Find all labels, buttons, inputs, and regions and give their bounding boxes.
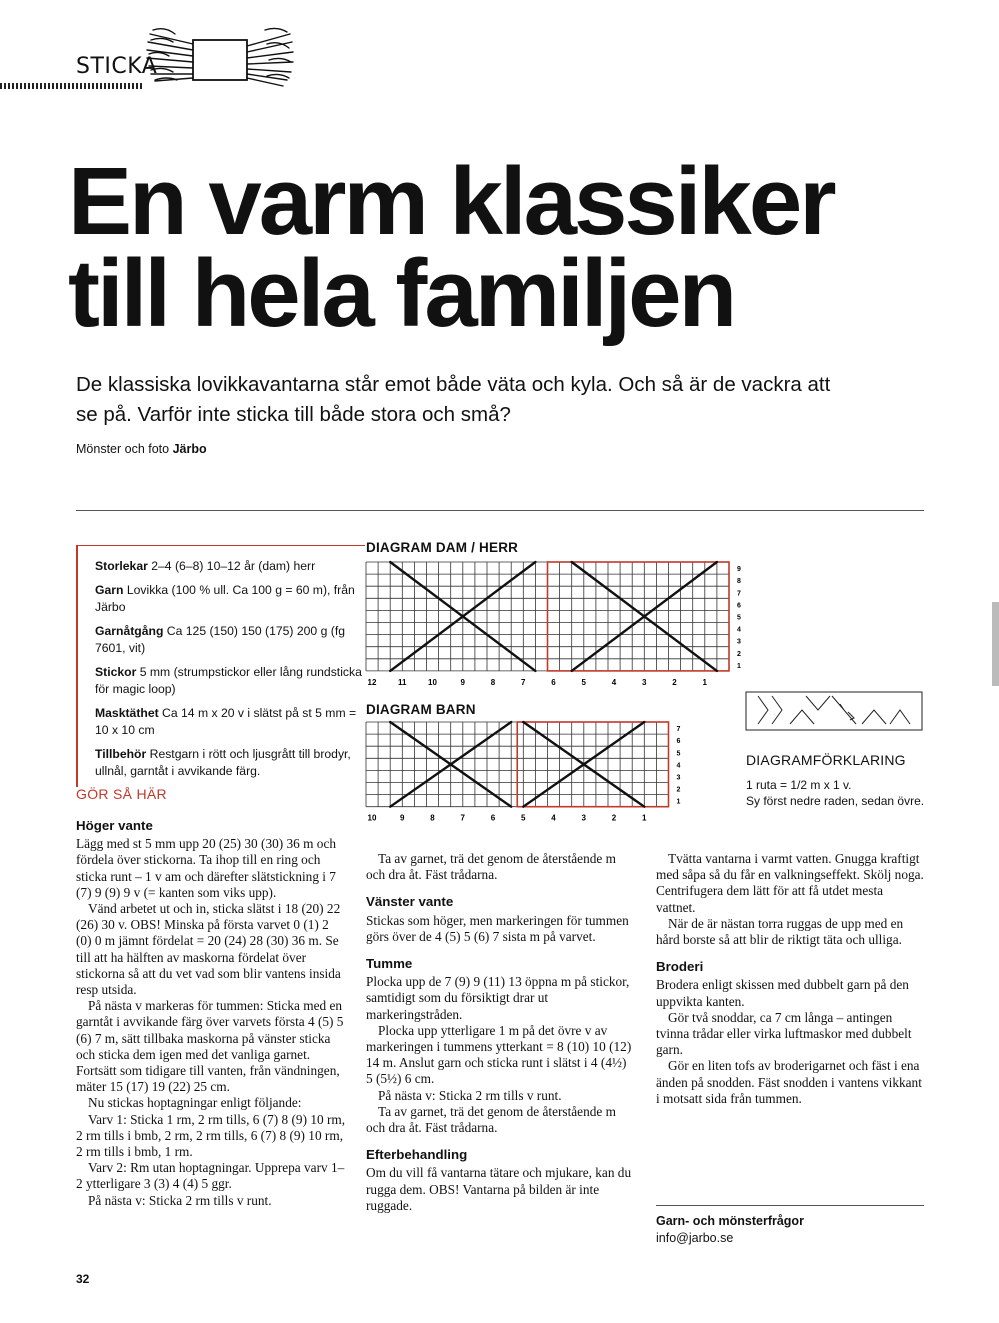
fact-item xyxy=(95,705,365,739)
ingress: De klassiska lovikkavantarna står emot både väta och kyla. Och så är de vackra att se på. Varför inte sticka till både stora och små? xyxy=(76,373,831,426)
paragraph: Ta av garnet, trä det genom de återstående m och dra åt. Fäst trådarna. xyxy=(366,851,616,883)
row-label: 5 xyxy=(676,750,681,758)
fact-text: Ca 14 m x 20 v i slätst på st 5 mm = 10 x 10 cm xyxy=(95,706,357,737)
row-label: 1 xyxy=(737,662,741,670)
column-label: 1 xyxy=(642,813,647,823)
paragraph: Plocka upp ytterligare 1 m på det övre v av markeringen i tummens ytterkant = 8 (10) 10 (12) 14 m. Anslut garn och sticka runt i slätst i 4 (4½) 5 (5½) 6 cm. xyxy=(366,1022,632,1087)
heading-right-mitten: Höger vante xyxy=(76,818,153,833)
paragraph: Stickas som höger, men markeringen för tummen görs över de 4 (5) 5 (6) 7 sista m på varvet. xyxy=(366,912,629,944)
embroidery-legend-icon xyxy=(744,690,924,734)
row-label: 6 xyxy=(676,738,681,746)
contact-divider xyxy=(656,1205,924,1206)
fact-label: Masktäthet xyxy=(95,706,159,720)
column-label: 9 xyxy=(460,677,465,687)
row-label: 6 xyxy=(737,602,741,610)
row-label: 2 xyxy=(676,786,681,794)
paragraph: När de är nästan torra ruggas de upp med en hård borste så att blir de riktigt täta och ulliga. xyxy=(656,915,904,948)
paragraph: Vänd arbetet ut och in, sticka slätst i 18 (20) 22 (26) 30 v. OBS! Minska på första varvet 0 (1) 2 (0) 0 m jämnt fördelat = 20 (24) 28 (30) 36 m. Se till att ha hälften av maskorna fördelat över stickorna så att du vet vad som blir vantens insida resp utsida. xyxy=(76,901,341,998)
paragraph: Varv 2: Rm utan hoptagningar. Upprepa varv 1–2 ytterligare 3 (3) 4 (4) 5 ggr. xyxy=(76,1160,345,1192)
headline-line-1: En varm klassiker xyxy=(68,148,834,255)
paragraph: På nästa v: Sticka 2 rm tills v runt. xyxy=(378,1087,562,1103)
fact-item xyxy=(95,623,365,657)
paragraph: Varv 1: Sticka 1 rm, 2 rm tills, 6 (7) 8 (9) 10 rm, 2 rm tills i bmb, 2 rm, 2 rm tills, 6 (7) 8 (9) 10 rm, 2 rm tills i bmb, 1 rm. xyxy=(76,1111,346,1160)
row-label: 9 xyxy=(737,566,741,574)
credit-prefix: Mönster och foto xyxy=(76,442,173,456)
contact-title: Garn- och mönsterfrågor xyxy=(656,1214,804,1228)
diagram-adult-title: DIAGRAM DAM / HERR xyxy=(366,540,519,555)
fact-item xyxy=(95,558,365,575)
column-label: 3 xyxy=(581,813,586,823)
instructions-title: GÖR SÅ HÄR xyxy=(76,786,167,802)
row-label: 4 xyxy=(676,762,681,770)
column-label: 2 xyxy=(611,813,617,823)
paragraph: Nu stickas hoptagningar enligt följande: xyxy=(88,1095,302,1111)
paragraph: Gör en liten tofs av broderigarnet och fäst i ena änden på snodden. Fäst snodden i vantens vikkant i motsatt sida från tummen. xyxy=(656,1058,922,1106)
fact-label: Garnåtgång xyxy=(95,624,164,638)
fact-label: Storlekar xyxy=(95,559,148,573)
fact-text: Ca 125 (150) 150 (175) 200 g (fg 7601, vit) xyxy=(95,624,345,655)
diagram-child-title: DIAGRAM BARN xyxy=(366,702,476,717)
column-label: 9 xyxy=(400,813,405,823)
paragraph: Ta av garnet, trä det genom de återstående m och dra åt. Fäst trådarna. xyxy=(366,1103,616,1136)
contact-email-link[interactable]: info@jarbo.se xyxy=(656,1231,734,1245)
column-label: 8 xyxy=(490,677,496,687)
repeat-frame xyxy=(548,562,730,671)
row-label: 1 xyxy=(676,798,681,806)
heading-finishing: Efterbehandling xyxy=(366,1147,468,1163)
legend-title: DIAGRAMFÖRKLARING xyxy=(746,752,906,768)
row-label: 8 xyxy=(737,578,741,586)
fact-label: Garn xyxy=(95,583,124,597)
heading-left-mitten: Vänster vante xyxy=(366,894,454,910)
column-1 xyxy=(76,818,346,1209)
paragraph: Gör två snoddar, ca 7 cm långa – antingen tvinna trådar eller virka luftmaskor med dubbelt garn. xyxy=(656,1009,912,1058)
legend-text xyxy=(746,777,924,809)
column-3 xyxy=(656,851,924,1107)
column-2 xyxy=(366,851,632,1214)
row-label: 5 xyxy=(737,614,741,622)
fact-label: Tillbehör xyxy=(95,747,147,761)
credit xyxy=(76,442,207,456)
column-label: 2 xyxy=(672,677,677,687)
facts-box xyxy=(76,545,365,787)
column-label: 12 xyxy=(367,677,377,687)
paragraph: Tvätta vantarna i varmt vatten. Gnugga kraftigt med såpa så du får en valkningseffekt. Skölj noga. Centrifugera dem lätt för att få utdet mesta vattnet. xyxy=(656,851,924,915)
row-label: 7 xyxy=(676,726,681,734)
column-label: 7 xyxy=(460,813,465,823)
heading-thumb: Tumme xyxy=(366,956,413,972)
column-label: 4 xyxy=(551,813,556,823)
fact-text: Lovikka (100 % ull. Ca 100 g = 60 m), från Järbo xyxy=(95,583,355,614)
row-label: 2 xyxy=(737,650,741,658)
page-edge-tab xyxy=(992,602,999,686)
paragraph: Lägg med st 5 mm upp 20 (25) 30 (30) 36 m och fördela över stickorna. Ta ihop till en ring och sticka runt – 1 v am och därefter slätstickning i 7 (7) 9 (9) 9 v (= kanten som viks upp). xyxy=(76,836,336,900)
legend-line-2: Sy först nedre raden, sedan övre. xyxy=(746,794,925,808)
legend-line-1: 1 ruta = 1/2 m x 1 v. xyxy=(746,778,852,792)
column-label: 11 xyxy=(398,677,407,687)
fact-text: Restgarn i rött och ljusgrått till brodyr, ullnål, garntåt i avvikande färg. xyxy=(95,747,351,778)
column-label: 6 xyxy=(551,677,556,687)
headline xyxy=(68,148,948,347)
fact-item xyxy=(95,746,365,780)
column-label: 7 xyxy=(521,677,526,687)
page-number: 32 xyxy=(76,1272,90,1286)
section-label: STICKA xyxy=(76,54,158,79)
row-label: 3 xyxy=(737,638,741,646)
paragraph: På nästa v: Sticka 2 rm tills v runt. xyxy=(88,1192,272,1208)
fact-label: Stickor xyxy=(95,665,137,679)
column-label: 4 xyxy=(611,677,617,687)
row-label: 4 xyxy=(737,626,741,634)
yarn-skein-icon xyxy=(145,20,295,90)
paragraph: Om du vill få vantarna tätare och mjukare, kan du rugga dem. OBS! Vantarna på bilden är inte ruggade. xyxy=(366,1165,632,1213)
column-label: 10 xyxy=(367,813,377,823)
column-label: 3 xyxy=(642,677,647,687)
fact-item xyxy=(95,582,365,616)
column-label: 5 xyxy=(581,677,586,687)
headline-line-2: till hela familjen xyxy=(68,240,735,347)
credit-name: Järbo xyxy=(172,442,207,456)
fact-text: 5 mm (strumpstickor eller lång rundsticka för magic loop) xyxy=(95,665,362,696)
heading-embroidery: Broderi xyxy=(656,959,704,975)
paragraph: Plocka upp de 7 (9) 9 (11) 13 öppna m på stickor, samtidigt som du försiktigt drar ut markeringstråden. xyxy=(366,974,630,1022)
stitch-lines xyxy=(390,562,717,671)
diagram-adult-chart xyxy=(364,560,744,687)
paragraph: På nästa v markeras för tummen: Sticka med en garntåt i avvikande färg över varvets första 4 (5) 5 (6) 7 m, sätt tillbaka maskorna på vänster sticka och sticka dem igen med det vanliga garnet. Fortsätt som tidigare till vanten, från vändningen, mäter 15 (17) 19 (22) 25 cm. xyxy=(76,998,344,1095)
divider xyxy=(76,510,924,511)
paragraph: Brodera enligt skissen med dubbelt garn på den uppvikta kanten. xyxy=(656,977,909,1009)
diagram-child-chart xyxy=(364,720,684,823)
section-rule xyxy=(0,83,142,89)
column-label: 8 xyxy=(430,813,435,823)
row-label: 3 xyxy=(676,774,681,782)
fact-item xyxy=(95,664,365,698)
column-label: 5 xyxy=(521,813,526,823)
fact-text: 2–4 (6–8) 10–12 år (dam) herr xyxy=(147,559,316,573)
column-label: 1 xyxy=(702,677,707,687)
row-label: 7 xyxy=(737,590,741,598)
column-label: 10 xyxy=(428,677,437,687)
column-label: 6 xyxy=(490,813,496,823)
